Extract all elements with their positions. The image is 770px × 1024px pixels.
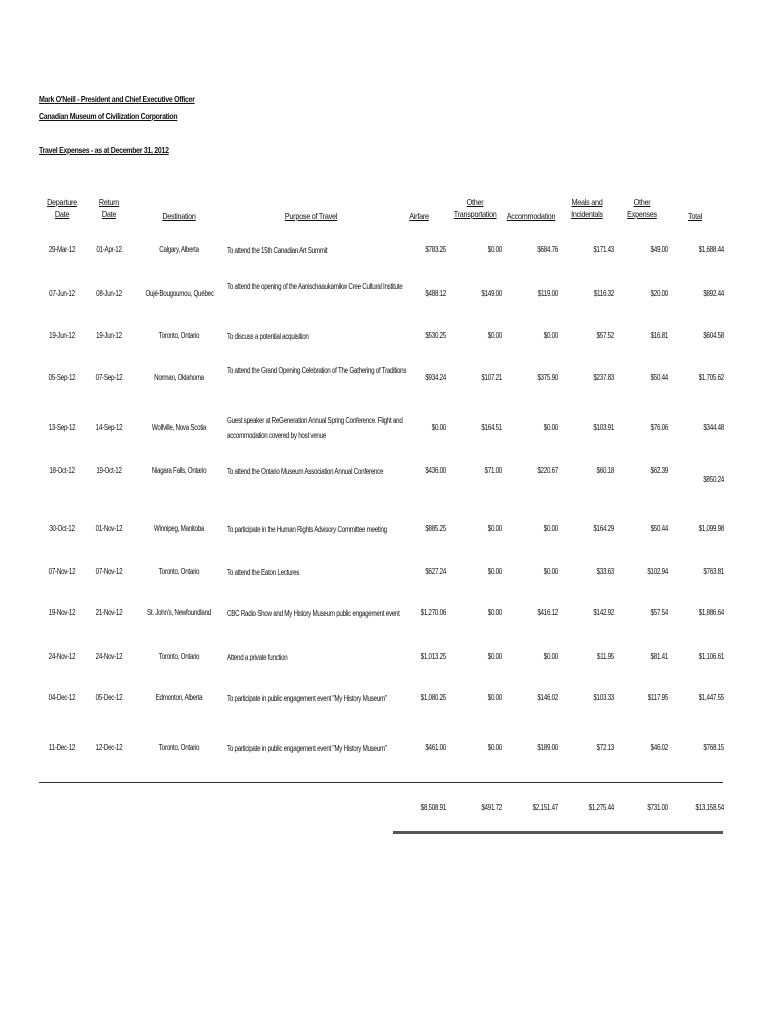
destination-cell: Edmonton, Alberta <box>155 693 203 702</box>
total-other-transportation: $491.72 <box>481 803 502 812</box>
return-date-cell: 19-Jun-12 <box>96 331 122 340</box>
other-transportation-cell: $0.00 <box>487 608 502 617</box>
other-transportation-cell: $149.00 <box>481 289 502 298</box>
other-transportation-cell: $0.00 <box>487 743 502 752</box>
airfare-cell: $885.25 <box>425 524 446 533</box>
accommodation-cell: $119.00 <box>537 289 558 298</box>
airfare-cell: $461.00 <box>425 743 446 752</box>
purpose-cell: To attend the opening of the Aanischaaukamikw Cree Cultural Institute <box>227 282 403 291</box>
return-date-cell: 14-Sep-12 <box>95 423 123 432</box>
airfare-cell: $627.24 <box>425 567 446 576</box>
return-date-cell: 12-Dec-12 <box>95 743 123 752</box>
destination-cell: Toronto, Ontario <box>158 652 200 661</box>
departure-date-cell: 04-Dec-12 <box>48 693 76 702</box>
accommodation-cell: $0.00 <box>543 567 558 576</box>
departure-date-cell: 05-Sep-12 <box>48 373 76 382</box>
purpose-cell: To participate in public engagement event "My History Museum" <box>227 744 387 753</box>
header-name: Mark O'Neill - President and Chief Executive Officer <box>39 94 195 104</box>
totals-double-rule <box>393 831 723 834</box>
col-other-expenses: Other Expenses <box>627 197 657 219</box>
total-cell: $768.15 <box>703 743 724 752</box>
return-date-cell: 07-Sep-12 <box>95 373 123 382</box>
purpose-cell: Guest speaker at ReGeneration Annual Spring Conference. Flight and accommodation covered by host venue <box>227 416 403 440</box>
other-transportation-cell: $107.21 <box>481 373 502 382</box>
total-cell: $344.48 <box>703 423 724 432</box>
other-transportation-cell: $0.00 <box>487 652 502 661</box>
accommodation-cell: $375.90 <box>537 373 558 382</box>
accommodation-cell: $684.76 <box>537 245 558 254</box>
return-date-cell: 08-Jun-12 <box>96 289 122 298</box>
other-expenses-cell: $117.95 <box>647 693 668 702</box>
airfare-cell: $1,080.25 <box>420 693 446 702</box>
col-other-transportation: Other Transportation <box>453 197 497 219</box>
airfare-cell: $1,270.06 <box>420 608 446 617</box>
total-cell: $1,447.55 <box>698 693 724 702</box>
departure-date-cell: 07-Jun-12 <box>49 289 75 298</box>
total-cell: $763.81 <box>703 567 724 576</box>
departure-date-cell: 13-Sep-12 <box>48 423 76 432</box>
destination-cell: Toronto, Ontario <box>158 743 200 752</box>
accommodation-cell: $189.00 <box>537 743 558 752</box>
departure-date-cell: 18-Oct-12 <box>49 466 75 475</box>
other-transportation-cell: $71.00 <box>484 466 502 475</box>
other-expenses-cell: $20.00 <box>650 289 668 298</box>
departure-date-cell: 07-Nov-12 <box>48 567 76 576</box>
other-expenses-cell: $102.94 <box>647 567 668 576</box>
other-expenses-cell: $16.81 <box>650 331 668 340</box>
purpose-cell: CBC Radio Show and My History Museum public engagement event <box>227 609 400 618</box>
other-transportation-cell: $164.51 <box>481 423 502 432</box>
accommodation-cell: $0.00 <box>543 331 558 340</box>
accommodation-cell: $220.67 <box>537 466 558 475</box>
total-airfare: $8,508.91 <box>420 803 446 812</box>
return-date-cell: 07-Nov-12 <box>95 567 123 576</box>
col-return-date: Return Date <box>98 197 120 219</box>
total-cell: $1,106.61 <box>698 652 724 661</box>
airfare-cell: $934.24 <box>425 373 446 382</box>
destination-cell: Niagara Falls, Ontario <box>151 466 207 475</box>
airfare-cell: $0.00 <box>431 423 446 432</box>
col-purpose: Purpose of Travel <box>284 211 338 221</box>
return-date-cell: 24-Nov-12 <box>95 652 123 661</box>
purpose-cell: To attend the Ontario Museum Association Annual Conference <box>227 467 384 476</box>
departure-date-cell: 19-Nov-12 <box>48 608 76 617</box>
return-date-cell: 05-Dec-12 <box>95 693 123 702</box>
accommodation-cell: $146.02 <box>537 693 558 702</box>
airfare-cell: $783.25 <box>425 245 446 254</box>
meals-incidentals-cell: $57.52 <box>596 331 614 340</box>
total-cell: $1,099.98 <box>698 524 724 533</box>
destination-cell: Norman, Oklahoma <box>154 373 204 382</box>
other-expenses-cell: $50.44 <box>650 373 668 382</box>
col-total: Total <box>688 211 702 221</box>
airfare-cell: $530.25 <box>425 331 446 340</box>
other-expenses-cell: $81.41 <box>650 652 668 661</box>
meals-incidentals-cell: $60.18 <box>596 466 614 475</box>
col-departure-date: Departure Date <box>47 197 77 219</box>
other-expenses-cell: $76.06 <box>650 423 668 432</box>
other-transportation-cell: $0.00 <box>487 524 502 533</box>
meals-incidentals-cell: $164.29 <box>593 524 614 533</box>
purpose-cell: To participate in the Human Rights Advisory Committee meeting <box>227 525 387 534</box>
header-report-title: Travel Expenses - as at December 31, 2012 <box>39 145 169 155</box>
meals-incidentals-cell: $116.32 <box>593 289 614 298</box>
other-expenses-cell: $57.54 <box>650 608 668 617</box>
purpose-cell: To attend the Grand Opening Celebration of The Gathering of Traditions <box>227 366 407 375</box>
destination-cell: Wolfville, Nova Scotia <box>151 423 207 432</box>
destination-cell: Toronto, Ontario <box>158 567 200 576</box>
accommodation-cell: $0.00 <box>543 652 558 661</box>
col-accommodation: Accommodation <box>506 211 556 221</box>
departure-date-cell: 29-Mar-12 <box>48 245 76 254</box>
meals-incidentals-cell: $237.83 <box>593 373 614 382</box>
destination-cell: Winnipeg, Manitoba <box>153 524 205 533</box>
total-cell: $850.24 <box>703 475 724 484</box>
airfare-cell: $1,013.25 <box>420 652 446 661</box>
departure-date-cell: 24-Nov-12 <box>48 652 76 661</box>
return-date-cell: 19-Oct-12 <box>96 466 122 475</box>
return-date-cell: 21-Nov-12 <box>95 608 123 617</box>
meals-incidentals-cell: $33.63 <box>596 567 614 576</box>
return-date-cell: 01-Apr-12 <box>96 245 122 254</box>
col-destination: Destination <box>162 211 196 221</box>
other-expenses-cell: $62.39 <box>650 466 668 475</box>
total-meals-incidentals: $1,275.44 <box>588 803 614 812</box>
destination-cell: St. John's, Newfoundland <box>146 608 212 617</box>
meals-incidentals-cell: $72.13 <box>596 743 614 752</box>
total-cell: $1,886.64 <box>698 608 724 617</box>
meals-incidentals-cell: $103.91 <box>593 423 614 432</box>
other-transportation-cell: $0.00 <box>487 693 502 702</box>
purpose-cell: To discuss a potential acquisition <box>227 332 309 341</box>
purpose-cell: To participate in public engagement event "My History Museum" <box>227 694 387 703</box>
col-meals-incidentals: Meals and Incidentals <box>571 197 603 219</box>
purpose-cell: To attend the 15th Canadian Art Summit <box>227 246 328 255</box>
other-transportation-cell: $0.00 <box>487 567 502 576</box>
total-other-expenses: $731.00 <box>647 803 668 812</box>
col-airfare: Airfare <box>409 211 429 221</box>
meals-incidentals-cell: $171.43 <box>593 245 614 254</box>
destination-cell: Toronto, Ontario <box>158 331 200 340</box>
other-expenses-cell: $46.02 <box>650 743 668 752</box>
other-transportation-cell: $0.00 <box>487 331 502 340</box>
departure-date-cell: 30-Oct-12 <box>49 524 75 533</box>
destination-cell: Oujé-Bougoumou, Québec <box>145 289 214 298</box>
other-transportation-cell: $0.00 <box>487 245 502 254</box>
other-expenses-cell: $49.00 <box>650 245 668 254</box>
meals-incidentals-cell: $11.95 <box>597 652 614 661</box>
total-cell: $892.44 <box>703 289 724 298</box>
airfare-cell: $488.12 <box>425 289 446 298</box>
other-expenses-cell: $50.44 <box>650 524 668 533</box>
airfare-cell: $436.00 <box>425 466 446 475</box>
table-bottom-rule <box>39 782 723 783</box>
meals-incidentals-cell: $103.33 <box>593 693 614 702</box>
total-cell: $1,688.44 <box>698 245 724 254</box>
total-cell: $604.58 <box>703 331 724 340</box>
meals-incidentals-cell: $142.92 <box>593 608 614 617</box>
departure-date-cell: 11-Dec-12 <box>48 743 76 752</box>
destination-cell: Calgary, Alberta <box>159 245 199 254</box>
accommodation-cell: $0.00 <box>543 423 558 432</box>
return-date-cell: 01-Nov-12 <box>95 524 123 533</box>
header-organization: Canadian Museum of Civilization Corporation <box>39 111 178 121</box>
departure-date-cell: 19-Jun-12 <box>49 331 75 340</box>
accommodation-cell: $0.00 <box>543 524 558 533</box>
purpose-cell: Attend a private function <box>227 653 288 662</box>
total-cell: $1,705.62 <box>698 373 724 382</box>
purpose-cell: To attend the Eaton Lectures <box>227 568 300 577</box>
accommodation-cell: $416.12 <box>537 608 558 617</box>
total-accommodation: $2,151.47 <box>532 803 558 812</box>
grand-total: $13,158.54 <box>695 803 724 812</box>
